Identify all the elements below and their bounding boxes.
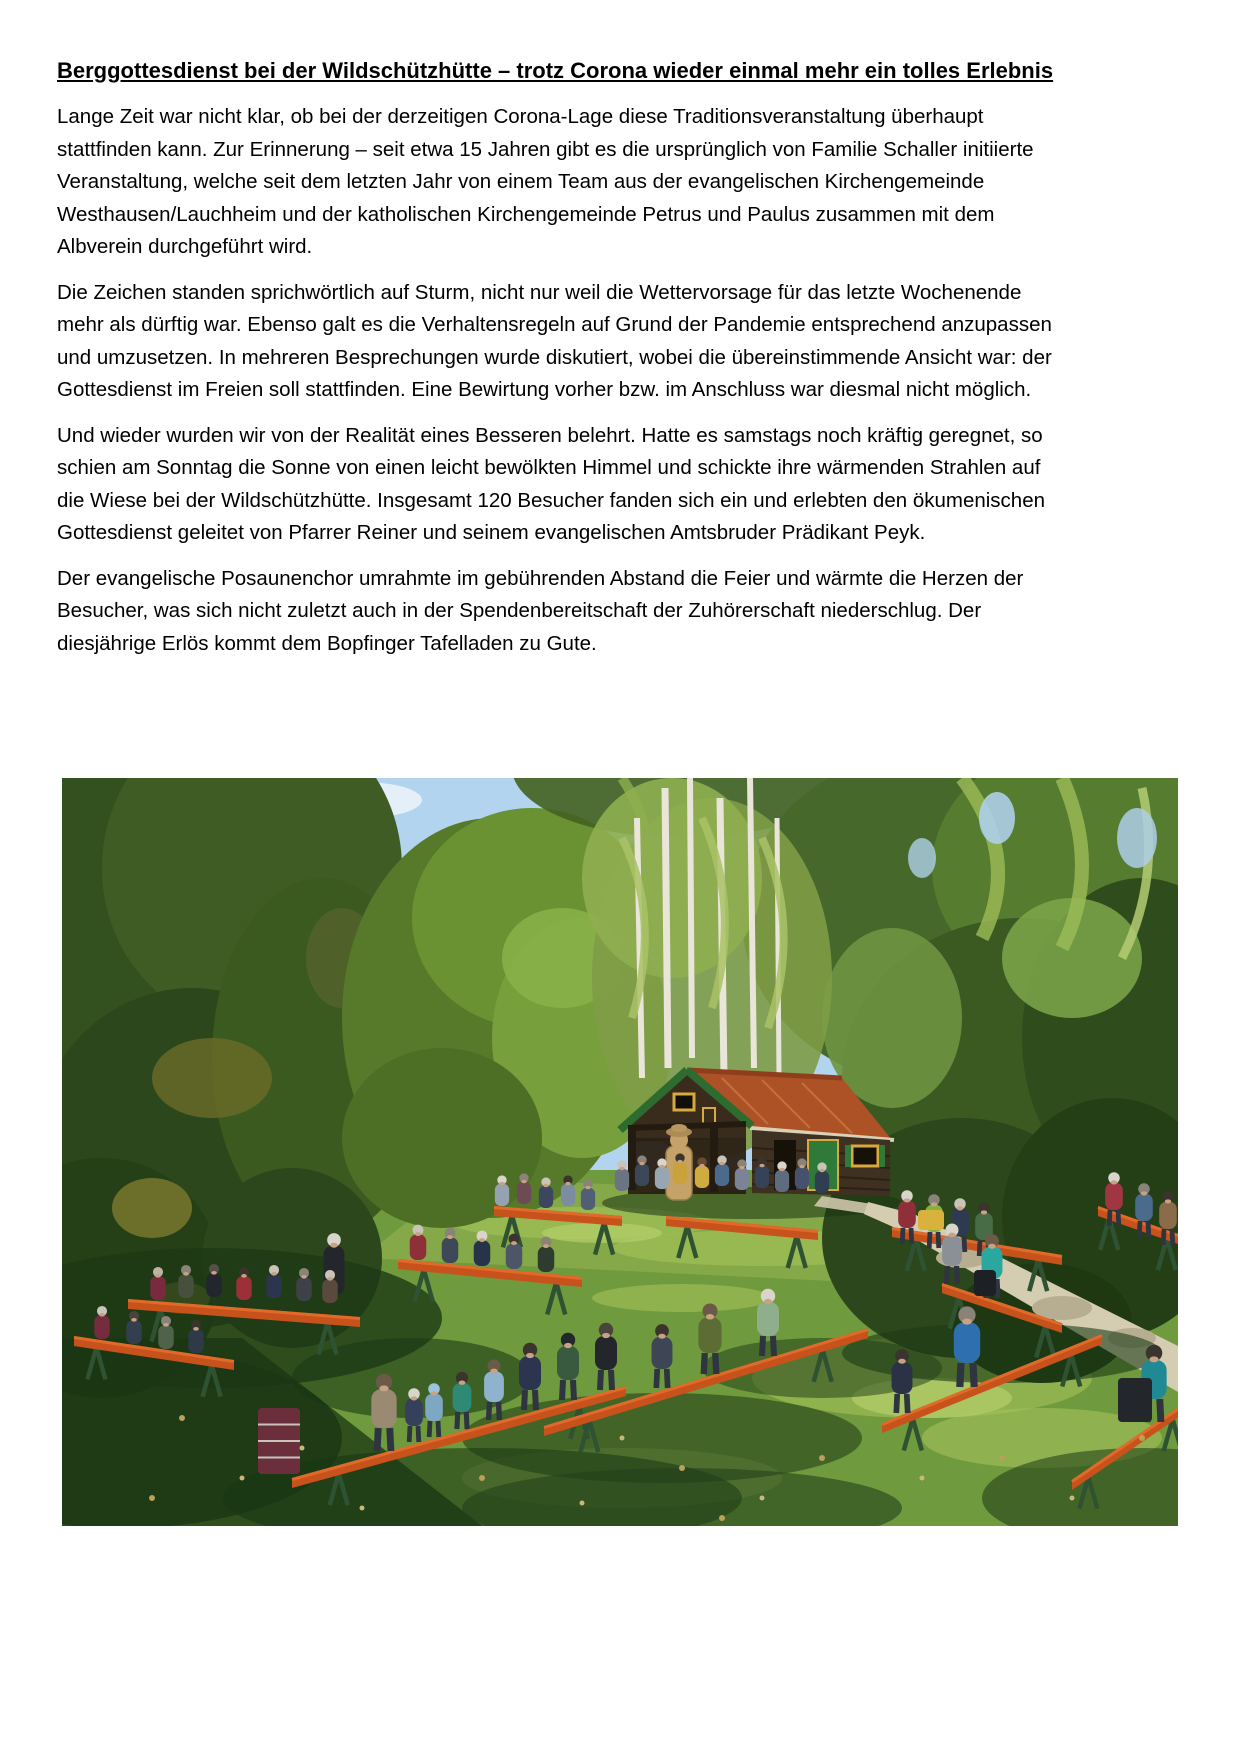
paragraph-3: Und wieder wurden wir von der Realität eines Besseren belehrt. Hatte es samstags noch kräftig geregnet, so schien am Sonntag die Sonne von einen leicht bewölkten Himmel und schickte ihre wärmenden Strahlen auf die Wiese bei der Wildschützhütte. Insgesamt 120 Besucher fanden sich ein und erlebten den ökumenischen Gottesdienst geleitet von Pfarrer Reiner und seinem evangelischen Amtsbruder Prädikant Peyk. [57,423,1046,544]
hut-lantern [703,1108,715,1124]
bag [918,1210,944,1230]
hut-window [852,1146,878,1166]
hut-shutter-left [845,1145,851,1167]
bag [1118,1378,1152,1422]
paragraph-4: Der evangelische Posaunenchor umrahmte im gebührenden Abstand die Feier und wärmte die Herzen der Besucher, was sich nicht zuletzt auch in der Spendenbereitschaft der Zuhörerschaft niederschlug. Der diesjährige Erlös kommt dem Bopfinger Tafelladen zu Gute. [57,566,1024,655]
article-title: Berggottesdienst bei der Wildschützhütte – trotz Corona wieder einmal mehr ein tolles Erlebnis [57,58,1054,83]
hut-shutter-right [879,1145,885,1167]
event-photo [62,778,1178,1526]
bag [974,1270,996,1296]
hut-gable-window [674,1094,694,1110]
paragraph-1: Lange Zeit war nicht klar, ob bei der derzeitigen Corona-Lage diese Traditionsveranstaltung überhaupt stattfinden kann. Zur Erinnerung – seit etwa 15 Jahren gibt es die ursprünglich von Familie Schaller initiierte Veranstaltung, welche seit dem letzten Jahr von einem Team aus der evangelischen Kirchengemeinde Westhausen/Lauchheim und der katholischen Kirchengemeinde Petrus und Paulus zusammen mit dem Albverein durchgeführt wird. [57,105,1034,258]
photo-scene [62,778,1178,1526]
hut-porch-post-left [628,1128,636,1190]
bag [258,1408,300,1474]
paragraph-2: Die Zeichen standen sprichwörtlich auf Sturm, nicht nur weil die Wettervorsage für das letzte Wochenende mehr als dürftig war. Ebenso galt es die Verhaltensregeln auf Grund der Pandemie entsprechend anzupassen und umzusetzen. In mehreren Besprechungen wurde diskutiert, wobei die übereinstimmende Ansicht war: der Gottesdienst im Freien soll stattfinden. Eine Bewirtung vorher bzw. im Anschluss war diesmal nicht möglich. [57,280,1052,401]
